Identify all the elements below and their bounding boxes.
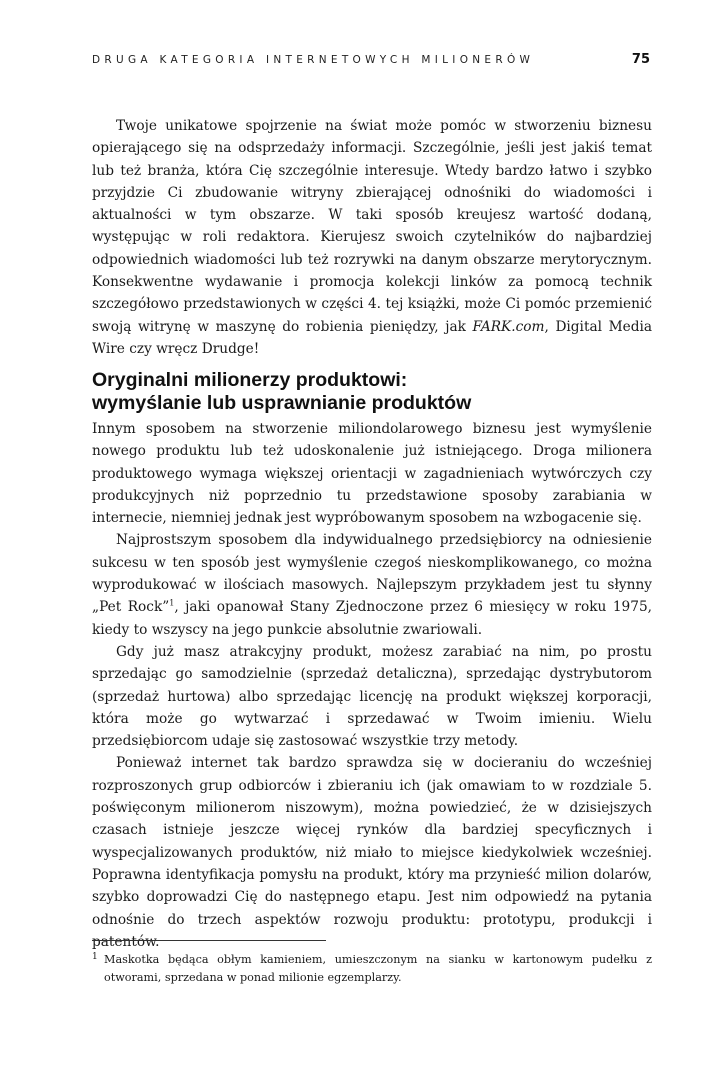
- page-number: 75: [631, 52, 650, 67]
- section-paragraph-2: [92, 529, 652, 640]
- running-head-title: DRUGA KATEGORIA INTERNETOWYCH MILIONERÓW: [92, 54, 535, 66]
- intro-italic-site-name: FARK.com: [472, 318, 545, 335]
- section-paragraph-4: Ponieważ internet tak bardzo sprawdza się w docieraniu do wcześniej rozproszonych grup odbiorców i zbieraniu ich (jak omawiam to w rozdziale 5. poświęconym milionerom niszowym), można powiedzieć, że w dzisiejszych czasach istnieje jeszcze więcej rynków dla bardziej specyficznych i wyspecjalizowanych produktów, niż miało to miejsce kiedykolwiek wcześniej. Poprawna identyfikacja pomysłu na produkt, który ma przynieść milion dolarów, szybko doprowadzi Cię do następnego etapu. Jest nim odpowiedź na pytania odnośnie do trzech aspektów rozwoju produktu: prototypu, produkcji i patentów.: [92, 755, 652, 950]
- footnote-number: 1: [92, 952, 98, 962]
- section-heading: [92, 369, 652, 415]
- running-head: [92, 54, 652, 72]
- footnote: [92, 951, 652, 987]
- paragraph-2-text-start: Najprostszym sposobem dla indywidualnego przedsiębiorcy na odniesienie sukcesu w ten sposób jest wymyślenie czegoś nieskomplikowanego, co można wyprodukować w ilościach masowych. Najlepszym przykładem jest tu słynny „Pet Rock”: [92, 532, 652, 616]
- footnote-divider: [92, 940, 326, 941]
- section-body: [92, 418, 652, 953]
- intro-text-end: , Digital Media Wire czy wręcz Drudge!: [92, 318, 652, 357]
- footnote-text: Maskotka będąca obłym kamieniem, umieszczonym na sianku w kartonowym pudełku z otworami, sprzedana w ponad milionie egzemplarzy.: [104, 953, 652, 984]
- intro-section: [92, 115, 652, 360]
- paragraph-2-text-end: , jaki opanował Stany Zjednoczone przez 6 miesięcy w roku 1975, kiedy to wszyscy na jego punkcie absolutnie zwariowali.: [92, 599, 652, 638]
- section-heading-line-1: Oryginalni milionerzy produktowi:: [92, 369, 408, 391]
- section-paragraph-3: Gdy już masz atrakcyjny produkt, możesz zarabiać na nim, po prostu sprzedając go samodzielnie (sprzedaż detaliczna), sprzedając dystrybutorom (sprzedaż hurtowa) albo sprzedając licencję na produkt większej korporacji, która może go wytwarzać i sprzedawać w Twoim imieniu. Wielu przedsiębiorcom udaje się zastosować wszystkie trzy metody.: [92, 643, 652, 750]
- intro-text-start: Twoje unikatowe spojrzenie na świat może pomóc w stworzeniu biznesu opierającego się na odsprzedaży informacji. Szczególnie, jeśli jest jakiś temat lub też branża, która Cię szczególnie interesuje. Wtedy bardzo łatwo i szybko przyjdzie Ci zbudowanie witryny zbierającej odnośniki do wiadomości i aktualności w tym obszarze. W taki sposób kreujesz wartość dodaną, występując w roli redaktora. Kierujesz swoich czytelników do najbardziej odpowiednich wiadomości lub też rozrywki na danym obszarze merytorycznym. Konsekwentne wydawanie i promocja kolekcji linków za pomocą technik szczegółowo przedstawionych w części 4. tej książki, może Ci pomóc przemienić swoją witrynę w maszynę do robienia pieniędzy, jak: [92, 118, 652, 335]
- intro-paragraph: [92, 115, 652, 360]
- section-paragraph-1: Innym sposobem na stworzenie miliondolarowego biznesu jest wymyślenie nowego produktu lub też udoskonalenie już istniejącego. Droga milionera produktowego wymaga większej orientacji w zagadnieniach wytwórczych czy produkcyjnych niż poprzednio tu przedstawione sposoby zarabiania w internecie, niemniej jednak jest wypróbowanym sposobem na wzbogacenie się.: [92, 421, 652, 527]
- section-heading-line-2: wymyślanie lub usprawnianie produktów: [92, 392, 472, 414]
- footnote-reference[interactable]: 1: [169, 598, 175, 608]
